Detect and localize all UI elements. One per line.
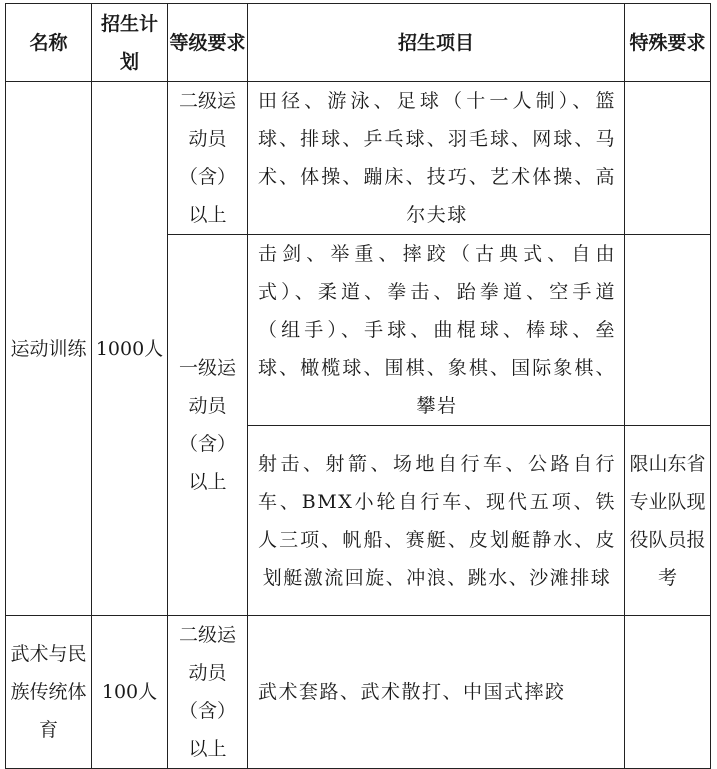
level-cell: 二级运动员（含）以上 — [168, 82, 248, 235]
header-level: 等级要求 — [168, 4, 248, 82]
table-row — [6, 82, 711, 235]
header-row — [6, 4, 711, 82]
header-special: 特殊要求 — [625, 4, 711, 82]
row-plan-cell: 100人 — [92, 616, 168, 769]
row-name-cell: 武术与民族传统体育 — [6, 616, 92, 769]
projects-cell: 田径、游泳、足球（十一人制）、篮球、排球、乒乓球、羽毛球、网球、马术、体操、蹦床、技巧、艺术体操、高尔夫球 — [248, 82, 625, 235]
special-cell — [625, 616, 711, 769]
row-plan-cell: 1000人 — [92, 82, 168, 616]
header-projects: 招生项目 — [248, 4, 625, 82]
level-cell: 二级运动员（含）以上 — [168, 616, 248, 769]
projects-cell: 射击、射箭、场地自行车、公路自行车、BMX小轮自行车、现代五项、铁人三项、帆船、赛艇、皮划艇静水、皮划艇激流回旋、冲浪、跳水、沙滩排球 — [248, 426, 625, 616]
special-cell — [625, 235, 711, 426]
level-cell: 一级运动员（含）以上 — [168, 235, 248, 616]
special-cell: 限山东省专业队现役队员报考 — [625, 426, 711, 616]
header-plan: 招生计划 — [92, 4, 168, 82]
row-name-cell: 运动训练 — [6, 82, 92, 616]
projects-cell: 武术套路、武术散打、中国式摔跤 — [248, 616, 625, 769]
enrollment-table — [5, 3, 711, 769]
table-row — [6, 616, 711, 769]
projects-cell: 击剑、举重、摔跤（古典式、自由式）、柔道、拳击、跆拳道、空手道（组手）、手球、曲棍球、棒球、垒球、橄榄球、围棋、象棋、国际象棋、攀岩 — [248, 235, 625, 426]
special-cell — [625, 82, 711, 235]
header-name: 名称 — [6, 4, 92, 82]
